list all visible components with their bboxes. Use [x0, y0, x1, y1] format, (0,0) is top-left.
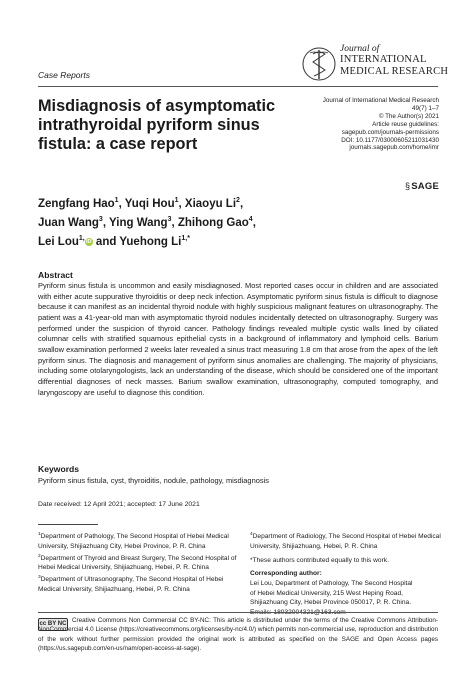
publisher-logo: [405, 181, 439, 192]
author-name[interactable]: Juan Wang: [38, 216, 99, 229]
section-label: Case Reports: [38, 70, 90, 80]
corresponding-line: Lei Lou, Department of Pathology, The Second Hospital: [250, 580, 413, 587]
meta-doi[interactable]: DOI: 10.1177/03000605211031430: [341, 136, 439, 144]
author-separator: ,: [118, 197, 125, 210]
orcid-icon[interactable]: iD: [85, 239, 92, 246]
author-separator: ,: [252, 216, 256, 229]
license-divider: [38, 612, 438, 613]
article-dates: Date received: 12 April 2021; accepted: 17 June 2021: [38, 501, 200, 508]
author-separator: ,: [171, 216, 178, 229]
author-name[interactable]: Lei Lou: [38, 235, 79, 248]
affiliation-number: 1: [38, 532, 41, 537]
author-affil: 1: [174, 197, 179, 204]
keywords-text: Pyriform sinus fistula, cyst, thyroiditis, nodule, pathology, misdiagnosis: [38, 476, 269, 485]
corresponding-email[interactable]: Emails: 18032004321@163.com: [250, 609, 346, 617]
affiliation-number: 2: [38, 553, 41, 559]
author-name[interactable]: Yuehong Li: [119, 235, 182, 248]
affiliation-text: Department of Thyroid and Breast Surgery, The Second Hospital of Hebei Medical University, Shijiazhuang, Hebei, P. R. China: [38, 554, 237, 572]
cc-license-badge[interactable]: cc BY NC: [38, 618, 68, 631]
caduceus-icon: [302, 44, 336, 84]
author-name[interactable]: Zengfang Hao: [38, 197, 115, 210]
article-meta: [289, 97, 439, 152]
meta-volume: 49(7) 1–7: [412, 104, 439, 112]
license-text: [38, 616, 438, 653]
author-affil: 1,*: [181, 234, 190, 242]
logo-text-international: INTERNATIONAL: [340, 54, 427, 65]
meta-copyright: © The Author(s) 2021: [378, 112, 439, 120]
author-name[interactable]: Yuqi Hou: [124, 197, 175, 210]
author-affil: 2: [236, 197, 240, 204]
footnote-divider: [38, 524, 98, 525]
corresponding-author-heading: Corresponding author:: [250, 570, 322, 578]
author-list: [38, 193, 338, 249]
license-body: Creative Commons Non Commercial CC BY-NC: This article is distributed under the terms of the Creative Commons Attribution-NonCommercial 4.0 License (https://creativecommons.org/licenses/by-nc/4.0/) which permits non-commercial use, reproduction and distribution of the work without further permission provided the original work is attributed as specified on the SAGE and Open Access pages (https://us.sagepub.com/en-us/nam/open-access-at-sage).: [38, 617, 438, 652]
author-name[interactable]: Xiaoyu Li: [184, 197, 237, 210]
meta-reuse-link[interactable]: sagepub.com/journals-permissions: [341, 128, 439, 136]
logo-text-journal-of: Journal of: [340, 44, 380, 54]
author-affil: 1,: [78, 234, 85, 242]
affiliation-text: Department of Pathology, The Second Hospital of Hebei Medical University, Shijiazhuang City, Hebei Province, P. R. China: [38, 533, 229, 550]
publisher-name: SAGE: [411, 181, 439, 192]
author-affil: 4: [248, 215, 253, 223]
meta-homepage[interactable]: journals.sagepub.com/home/imr: [349, 144, 439, 152]
corresponding-line: Shijiazhuang City, Hebei Province 050017, P. R. China.: [250, 599, 412, 607]
author-separator: ,: [178, 197, 185, 210]
author-name[interactable]: Ying Wang: [109, 216, 168, 229]
header-divider: [38, 86, 438, 87]
affiliation: [38, 573, 238, 595]
sage-icon: §: [405, 181, 411, 191]
author-name[interactable]: Zhihong Gao: [177, 216, 249, 229]
abstract-text: Pyriform sinus fistula is uncommon and easily misdiagnosed. Most reported cases occur in children and are associated with either acute suppurative thyroiditis or deep neck infection. Asymptomatic pyriform sinus fistula is difficult to diagnose because it can manifest as an incidental thyroid nodule with highly suspicious malignant features on ultrasonography. The patient was a 41-year-old man with asymptomatic thyroid nodules incidentally detected on ultrasonography. Surgery was performed under the suspicion of thyroid cancer. Pathology findings revealed multiple cystic walls lined by ciliated columnar cells with stratified squamous epithelial cysts in a background of inflammatory and lymphoid cells. Barium swallow examination performed 2 weeks later revealed a sinus tract measuring 1.8 cm that arose from the apex of the left pyriform sinus. The diagnosis and management of pyriform sinus anomalies are challenging. The majority of physicians, including some otolaryngologists, lack an understanding of the disease, which should be considered one of the important differential diagnoses of neck masses. Barium swallow examination, ultrasonography, computed tomography, and laryngoscopy are useful to diagnose this condition.: [38, 281, 438, 397]
affiliations-right: [250, 530, 460, 618]
author-separator: ,: [102, 216, 110, 229]
author-affil: 3: [98, 215, 103, 223]
keywords-heading: Keywords: [38, 464, 80, 474]
equal-contribution-note: *These authors contributed equally to this work.: [250, 556, 389, 564]
affiliation-number: 4: [250, 532, 253, 537]
affiliation-text: Department of Radiology, The Second Hospital of Hebei Medical University, Shijiazhuang, Hebei, P. R. China: [250, 533, 441, 550]
corresponding-line: of Hebei Medical University, 215 West Heping Road,: [250, 589, 403, 597]
author-separator: ,: [239, 197, 244, 210]
article-title: Misdiagnosis of asymptomatic intrathyroidal pyriform sinus fistula: a case report: [38, 97, 276, 153]
affiliation: [250, 530, 460, 552]
affiliations-left: [38, 530, 238, 595]
affiliation-text: Department of Ultrasonography, The Second Hospital of Hebei Medical University, Shijiazhuang, Hebei, P. R. China: [38, 576, 224, 594]
affiliation-number: 3: [38, 575, 41, 581]
affiliation: [38, 530, 238, 552]
meta-journal: Journal of International Medical Research: [322, 97, 439, 104]
meta-reuse: Article reuse guidelines:: [372, 120, 439, 128]
logo-text-medical-research: MEDICAL RESEARCH: [340, 66, 449, 77]
author-separator: and: [92, 235, 120, 248]
journal-logo: [302, 44, 452, 86]
author-affil: 3: [167, 215, 172, 223]
author-affil: 1: [114, 197, 119, 204]
affiliation: [38, 552, 238, 574]
abstract-heading: Abstract: [38, 270, 73, 280]
